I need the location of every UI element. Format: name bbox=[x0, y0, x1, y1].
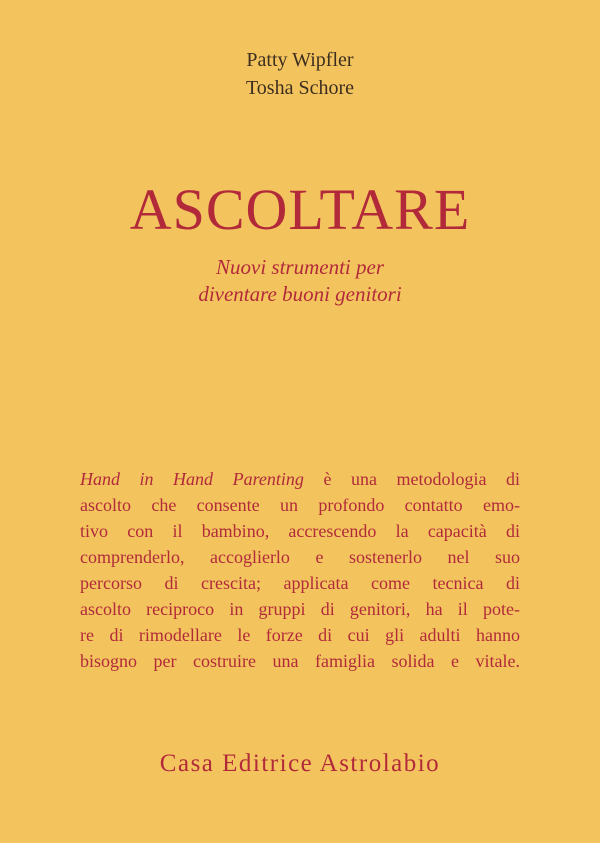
blurb-line-rest: è una metodologia di bbox=[303, 469, 520, 489]
blurb-line: bisogno per costruire una famiglia solida e vitale. bbox=[80, 651, 520, 671]
author-name: Patty Wipfler bbox=[246, 49, 354, 71]
blurb-line: tivo con il bambino, accrescendo la capacità di bbox=[80, 521, 520, 541]
author-name: Tosha Schore bbox=[245, 77, 355, 99]
book-subtitle bbox=[0, 254, 600, 308]
blurb-line: percorso di crescita; applicata come tecnica di bbox=[80, 573, 520, 593]
blurb-italic-lead: Hand in Hand Parenting bbox=[80, 469, 304, 489]
authors bbox=[0, 46, 600, 102]
blurb-line: comprenderlo, accoglierlo e sostenerlo nel suo bbox=[80, 547, 520, 567]
subtitle-line: Nuovi strumenti per bbox=[216, 255, 384, 279]
publisher-name: Casa Editrice Astrolabio bbox=[159, 750, 441, 777]
subtitle-line: diventare buoni genitori bbox=[198, 282, 402, 306]
book-title: ASCOLTARE bbox=[129, 177, 471, 242]
cover-blurb bbox=[80, 466, 520, 674]
blurb-line: re di rimodellare le forze di cui gli adulti hanno bbox=[80, 625, 520, 645]
blurb-line bbox=[80, 466, 520, 492]
blurb-line: ascolto che consente un profondo contatto emo- bbox=[80, 495, 520, 515]
blurb-line: ascolto reciproco in gruppi di genitori, ha il pote- bbox=[80, 599, 520, 619]
